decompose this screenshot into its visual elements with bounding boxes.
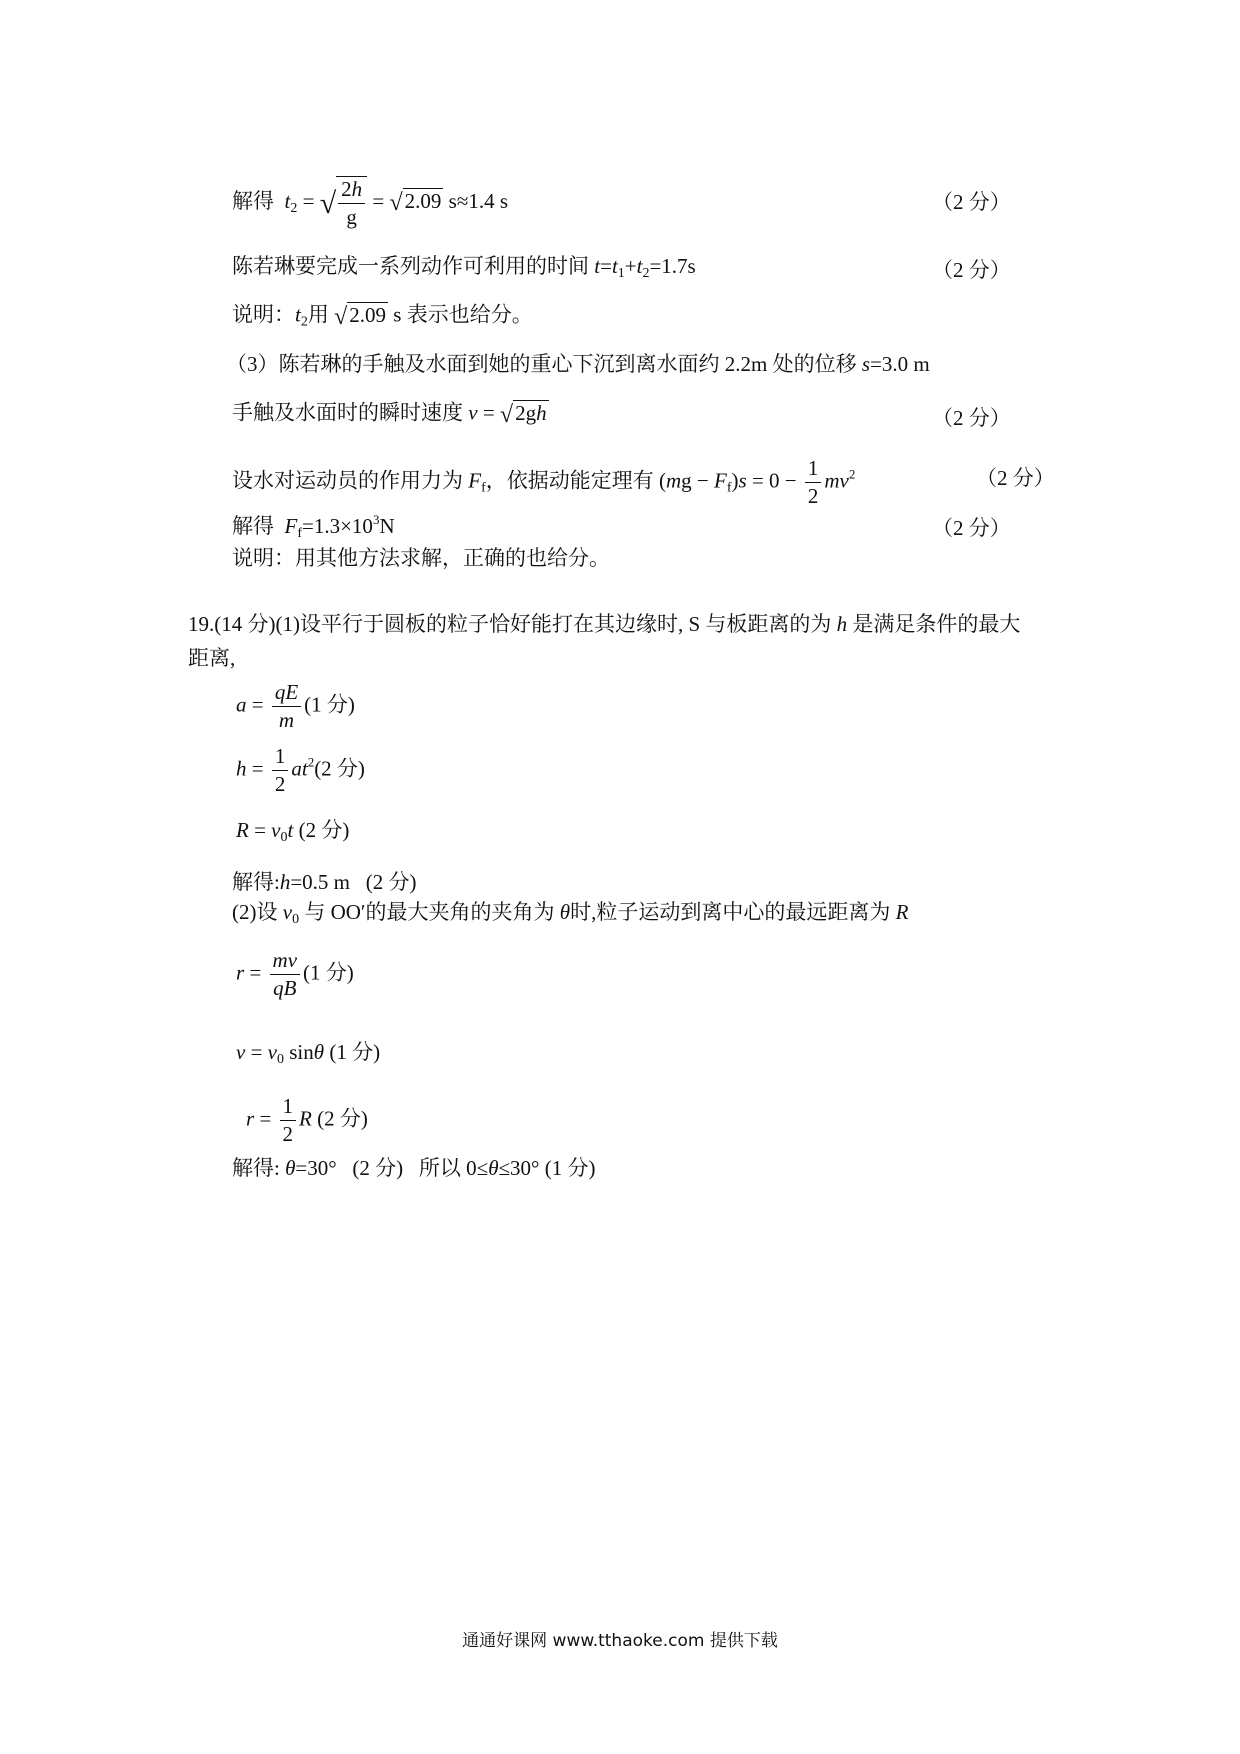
part2-a: (2)设 (232, 900, 278, 924)
note-line-1: 说明：$t_2$用 √2.09 s 表示也给分。 (232, 302, 533, 330)
final-range: ≤30° (498, 1156, 540, 1180)
displacement-text: （3）陈若琳的手触及水面到她的重心下沉到离水面约 2.2m 处的位移 (226, 352, 857, 376)
energy-theorem-line: 设水对运动员的作用力为 $F_f$，依据动能定理有 $(mg - F_f)s = 0$ − $\frac{1}{2}$ $mv^2$ (232, 456, 856, 509)
q19-intro-a: 19.(14 分)(1)设平行于圆板的粒子恰好能打在其边缘时, S 与板距离的为 (188, 612, 832, 636)
note-line-2: 说明：用其他方法求解，正确的也给分。 (232, 546, 610, 570)
solve-force-line: 解得 $F_f=1.3\times 10^3N$ (232, 512, 395, 541)
solve-h-line: 解得:h=0.5 m (2 分) (232, 870, 417, 894)
part2-intro: (2)设 $v_0$ 与 OO′的最大夹角的夹角为 θ时,粒子运动到离中心的最远距离为 R (232, 900, 909, 927)
eq-velocity: $v = v_0$ sinθ (1 分) (236, 1040, 381, 1067)
energy-text: 设水对运动员的作用力为 (232, 468, 463, 493)
force-exp: 3 (372, 512, 380, 527)
total-time-text: 陈若琳要完成一系列动作可利用的时间 (232, 254, 589, 278)
solve-h-prefix: 解得: (232, 870, 280, 894)
eq-r-score: (1 分) (303, 960, 354, 985)
q19-intro-b: 是满足条件的最大 (852, 612, 1021, 636)
note-prefix: 说明： (232, 302, 295, 327)
score-1: （2 分） (932, 190, 1011, 214)
eq-height: h = $\frac{1}{2}$ $at^2(2$ 分) (236, 744, 365, 797)
force-unit: N (379, 514, 395, 538)
solve-t2-line: 解得 $t_2$ = √ $\frac{2h}{g}$ = √2.09 s≈1.4 s (232, 177, 509, 230)
eq-small-r: r = $\frac{mv}{qB}$ (1 分) (236, 948, 354, 1001)
final-answer-line: 解得: θ=30° (2 分) 所以 0≤θ≤30° (1 分) (232, 1156, 596, 1180)
q19-intro-line1: 19.(14 分)(1)设平行于圆板的粒子恰好能打在其边缘时, S 与板距离的为 h 是满足条件的最大 (188, 612, 1021, 636)
velocity-line: 手触及水面时的瞬时速度 v = √2gh (232, 400, 547, 428)
eq-v-score: (1 分) (329, 1040, 381, 1064)
eq-r2-score: (2 分) (317, 1106, 368, 1131)
part2-b: 与 OO′的最大夹角的夹角为 (304, 900, 555, 924)
solve-t2-prefix: 解得 (232, 189, 274, 213)
solve-h-score: (2 分) (365, 870, 417, 894)
final-score: (2 分) (352, 1156, 404, 1180)
solve-h-value: =0.5 m (290, 870, 351, 894)
score-6: （2 分） (976, 466, 1055, 490)
eq-a-score: (1 分) (304, 692, 355, 717)
eq-R-score: (2 分) (298, 818, 350, 842)
eq-r-half-R: r = $\frac{1}{2}$ R (2 分) (246, 1094, 368, 1147)
final-value: =30° (295, 1156, 337, 1180)
footer-text: 通通好课网 www.tthaoke.com 提供下载 (462, 1631, 778, 1651)
score-2: （2 分） (932, 258, 1011, 282)
total-time-line: 陈若琳要完成一系列动作可利用的时间 $t=t_1+t_2=1.7s$ (232, 254, 696, 281)
score-5: （2 分） (932, 406, 1011, 430)
solve-force-prefix: 解得 (232, 514, 274, 538)
score-7: （2 分） (932, 516, 1011, 540)
eq-h-score: (2 分) (314, 756, 365, 781)
eq-acceleration: a = $\frac{qE}{m}$ (1 分) (236, 680, 355, 733)
eq-radius: $R = v_0t$ (2 分) (236, 818, 350, 845)
displacement-line: （3）陈若琳的手触及水面到她的重心下沉到离水面约 2.2m 处的位移 s=3.0 m (226, 352, 930, 376)
final-prefix: 解得: (232, 1156, 280, 1180)
note-suffix: 表示也给分。 (406, 302, 533, 327)
force-value: =1.3×10 (302, 514, 373, 538)
energy-text2: ，依据动能定理有 (485, 468, 654, 493)
q19-intro-line2: 距离, (188, 646, 236, 670)
velocity-text: 手触及水面时的瞬时速度 (232, 400, 463, 425)
final-score2: (1 分) (544, 1156, 596, 1180)
displacement-value: =3.0 m (870, 352, 930, 376)
final-mid: 所以 0≤ (418, 1156, 489, 1180)
part2-c: 时,粒子运动到离中心的最远距离为 (570, 900, 891, 924)
